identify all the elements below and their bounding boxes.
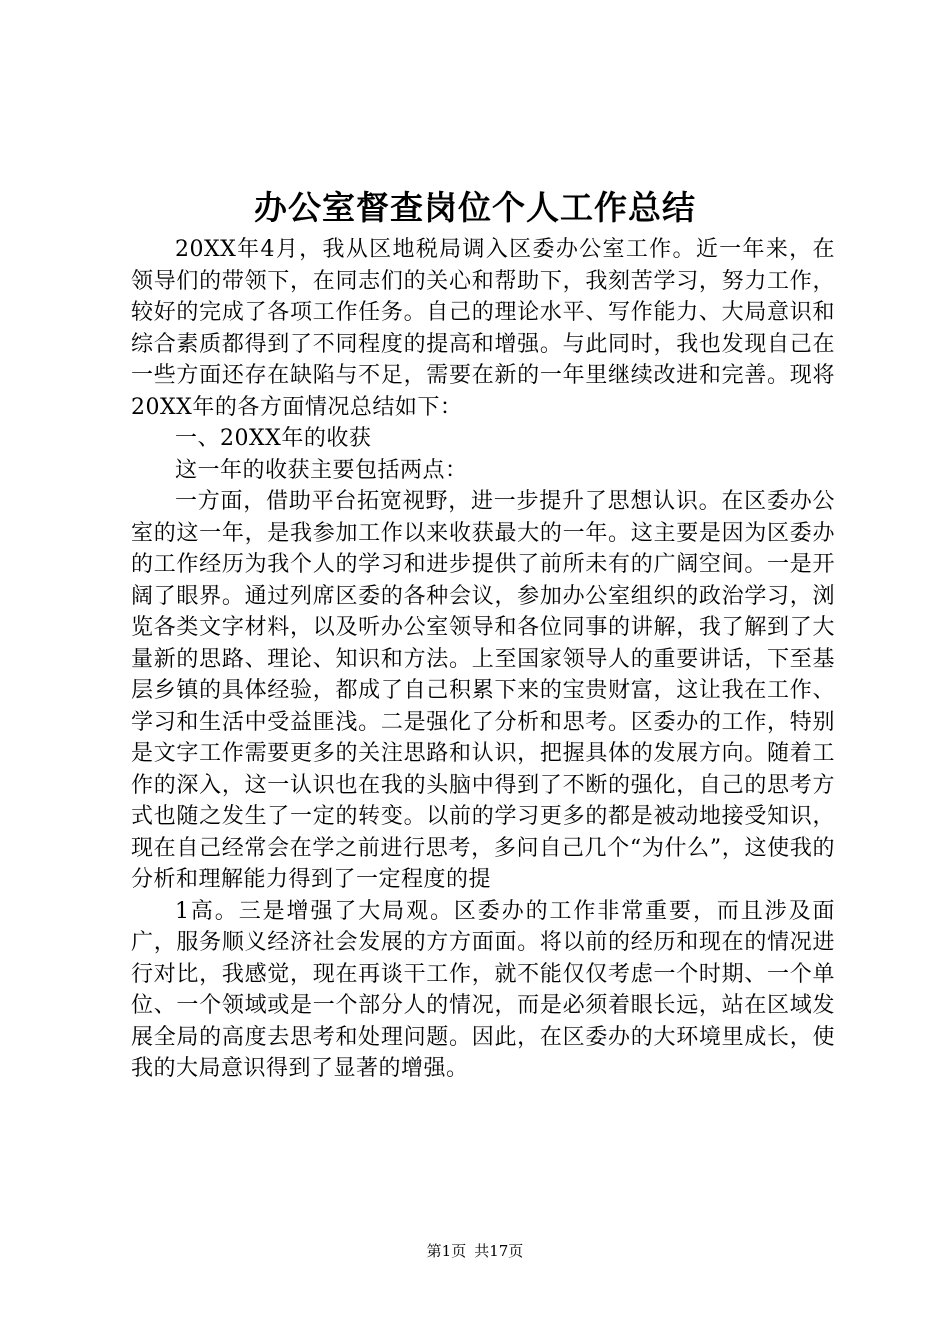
page-footer — [0, 1241, 950, 1261]
paragraph-first-aspect: 一方面，借助平台拓宽视野，进一步提升了思想认识。在区委办公室的这一年，是我参加工作以来收获最大的一年。这主要是因为区委办的工作经历为我个人的学习和进步提供了前所未有的广阔空间。一是开阔了眼界。通过列席区委的各种会议，参加办公室组织的政治学习，浏览各类文字材料，以及听办公室领导和各位同事的讲解，我了解到了大量新的思路、理论、知识和方法。上至国家领导人的重要讲话，下至基层乡镇的具体经验，都成了自己积累下来的宝贵财富，这让我在工作、学习和生活中受益匪浅。二是强化了分析和思考。区委办的工作，特别是文字工作需要更多的关注思路和认识，把握具体的发展方向。随着工作的深入，这一认识也在我的头脑中得到了不断的强化，自己的思考方式也随之发生了一定的转变。以前的学习更多的都是被动地接受知识，现在自己经常会在学之前进行思考，多问自己几个“为什么”，这使我的分析和理解能力得到了一定程度的提 — [131, 489, 835, 892]
page-total: 共17页 — [474, 1242, 524, 1260]
section-heading: 一、20XX年的收获 — [175, 426, 372, 451]
paragraph-summary: 这一年的收获主要包括两点： — [175, 457, 468, 483]
paragraph-intro: 20XX年4月，我从区地税局调入区委办公室工作。近一年来，在领导们的带领下，在同志们的关心和帮助下，我刻苦学习，努力工作，较好的完成了各项工作任务。自己的理论水平、写作能力、大局意识和综合素质都得到了不同程度的提高和增强。与此同时，我也发现自己在一些方面还存在缺陷与不足，需要在新的一年里继续改进和完善。现将20XX年的各方面情况总结如下： — [131, 237, 835, 420]
document-title: 办公室督查岗位个人工作总结 — [254, 188, 696, 227]
paragraph-continued: 1高。三是增强了大局观。区委办的工作非常重要，而且涉及面广，服务顺义经济社会发展的方方面面。将以前的经历和现在的情况进行对比，我感觉，现在再谈干工作，就不能仅仅考虑一个时期、一个单位、一个领域或是一个部分人的情况，而是必须着眼长远，站在区域发展全局的高度去思考和处理问题。因此，在区委办的大环境里成长，使我的大局意识得到了显著的增强。 — [131, 898, 835, 1081]
page-number: 第1页 — [426, 1242, 467, 1260]
document-body — [131, 234, 835, 1085]
